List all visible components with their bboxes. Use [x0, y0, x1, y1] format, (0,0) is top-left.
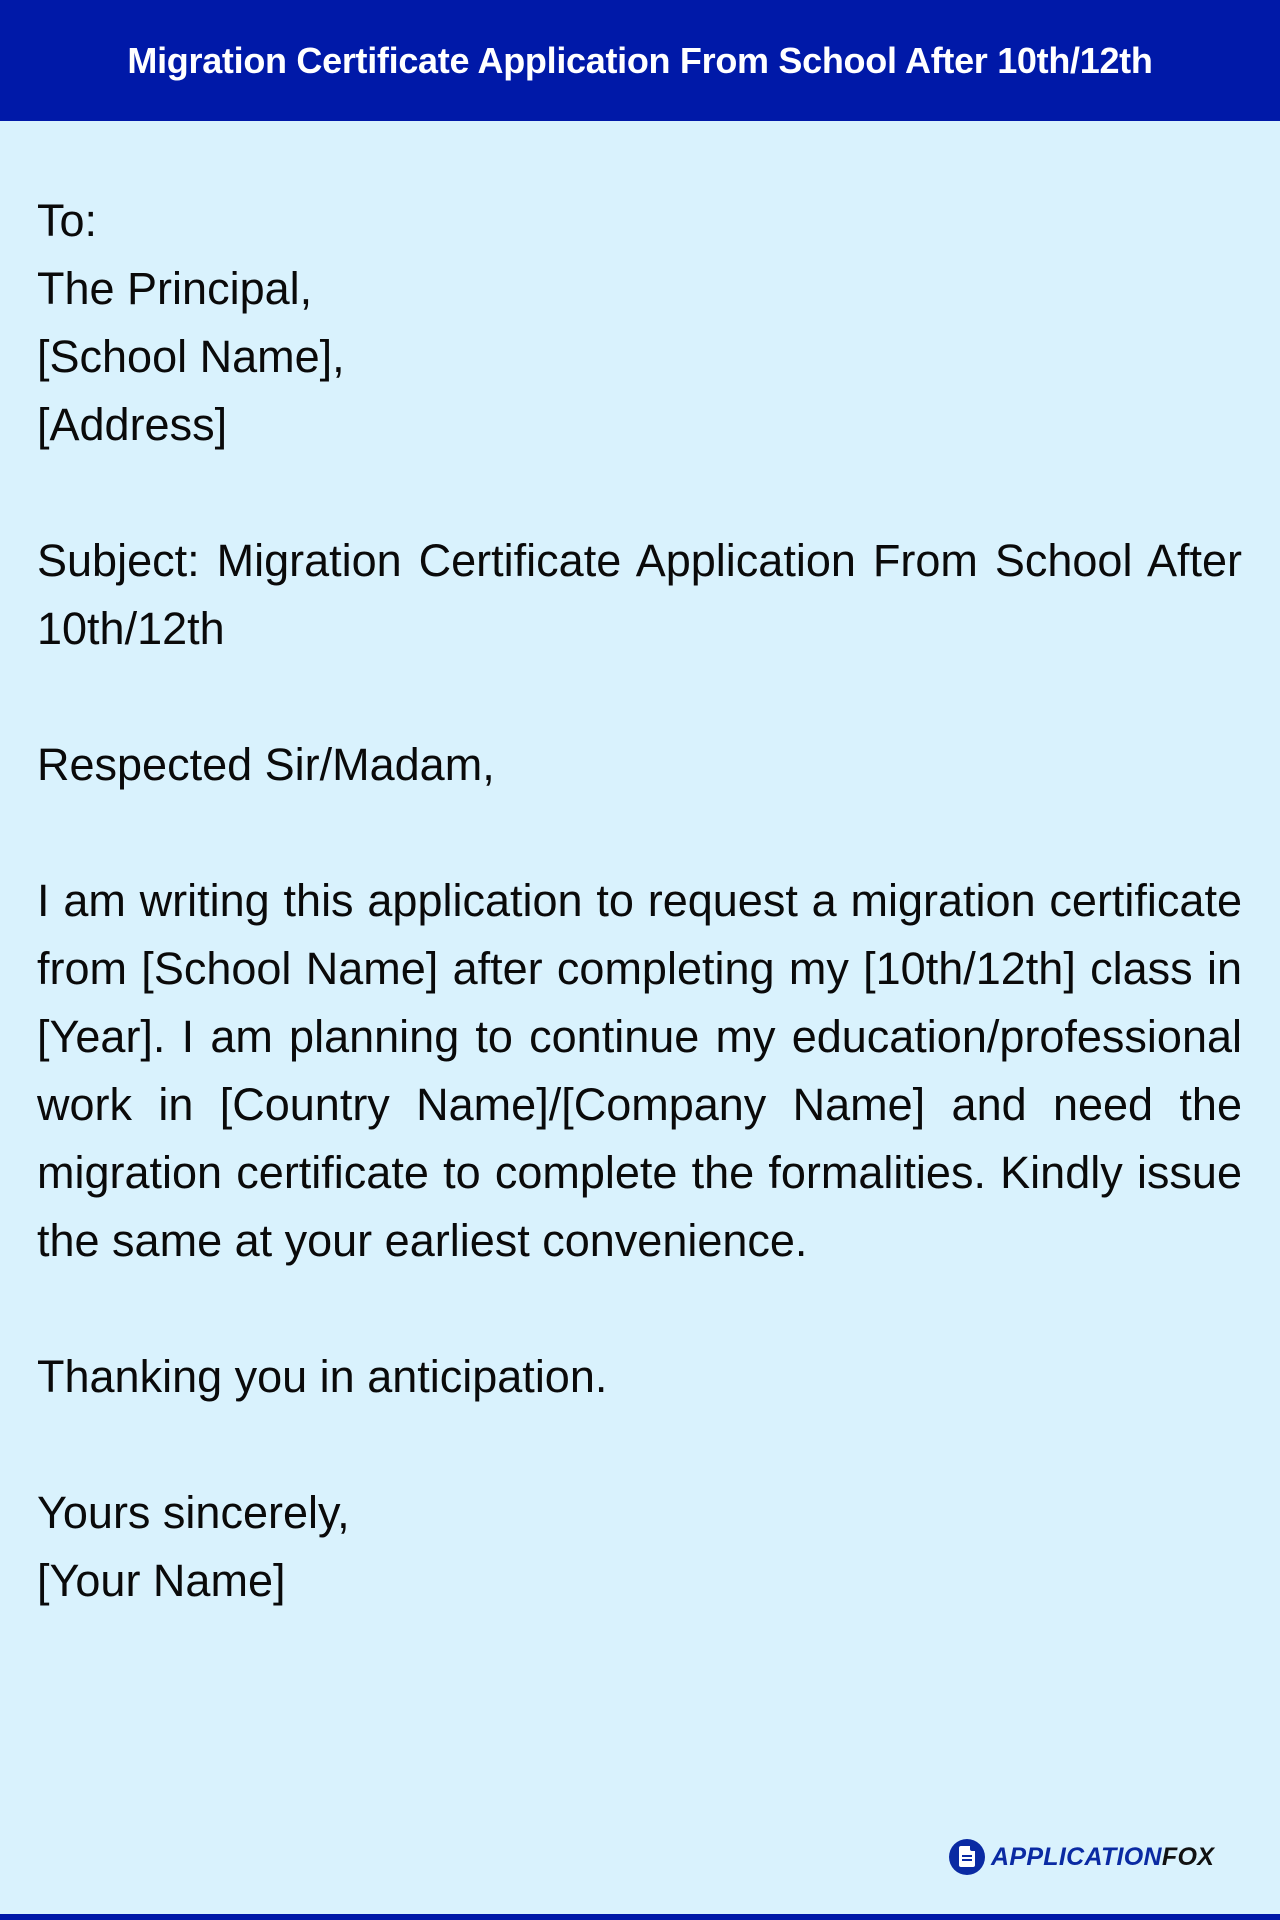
brand-name-part2: FOX	[1161, 1842, 1215, 1871]
signature: [Your Name]	[37, 1555, 286, 1606]
spacer	[37, 663, 1242, 731]
recipient-line: [School Name],	[37, 331, 345, 382]
closing-note: Thanking you in anticipation.	[37, 1351, 608, 1402]
page-title: Migration Certificate Application From School After 10th/12th	[127, 39, 1153, 81]
recipient-line: The Principal,	[37, 263, 313, 314]
spacer	[37, 459, 1242, 527]
spacer	[37, 1275, 1242, 1343]
bottom-border	[0, 1914, 1280, 1920]
sign-off: Yours sincerely,	[37, 1487, 350, 1538]
subject-line: Subject: Migration Certificate Application From School After 10th/12th	[37, 535, 1242, 654]
header-banner	[0, 0, 1280, 121]
salutation: Respected Sir/Madam,	[37, 739, 495, 790]
brand-name-part1: APPLICATION	[991, 1842, 1162, 1871]
spacer	[37, 1411, 1242, 1479]
brand-name	[991, 1843, 1214, 1872]
recipient-line: [Address]	[37, 399, 228, 450]
spacer	[37, 799, 1242, 867]
body-paragraph: I am writing this application to request a migration certificate from [School Name] after completing my [10th/12th] class in [Year]. I am planning to continue my education/professional work in [Country Name]/[Company Name] and need the migration certificate to complete the formalities. Kindly issue the same at your earliest convenience.	[37, 875, 1242, 1266]
brand-logo	[949, 1837, 1214, 1877]
to-label: To:	[37, 195, 98, 246]
letter-body	[37, 187, 1242, 1615]
document-icon	[949, 1839, 985, 1875]
